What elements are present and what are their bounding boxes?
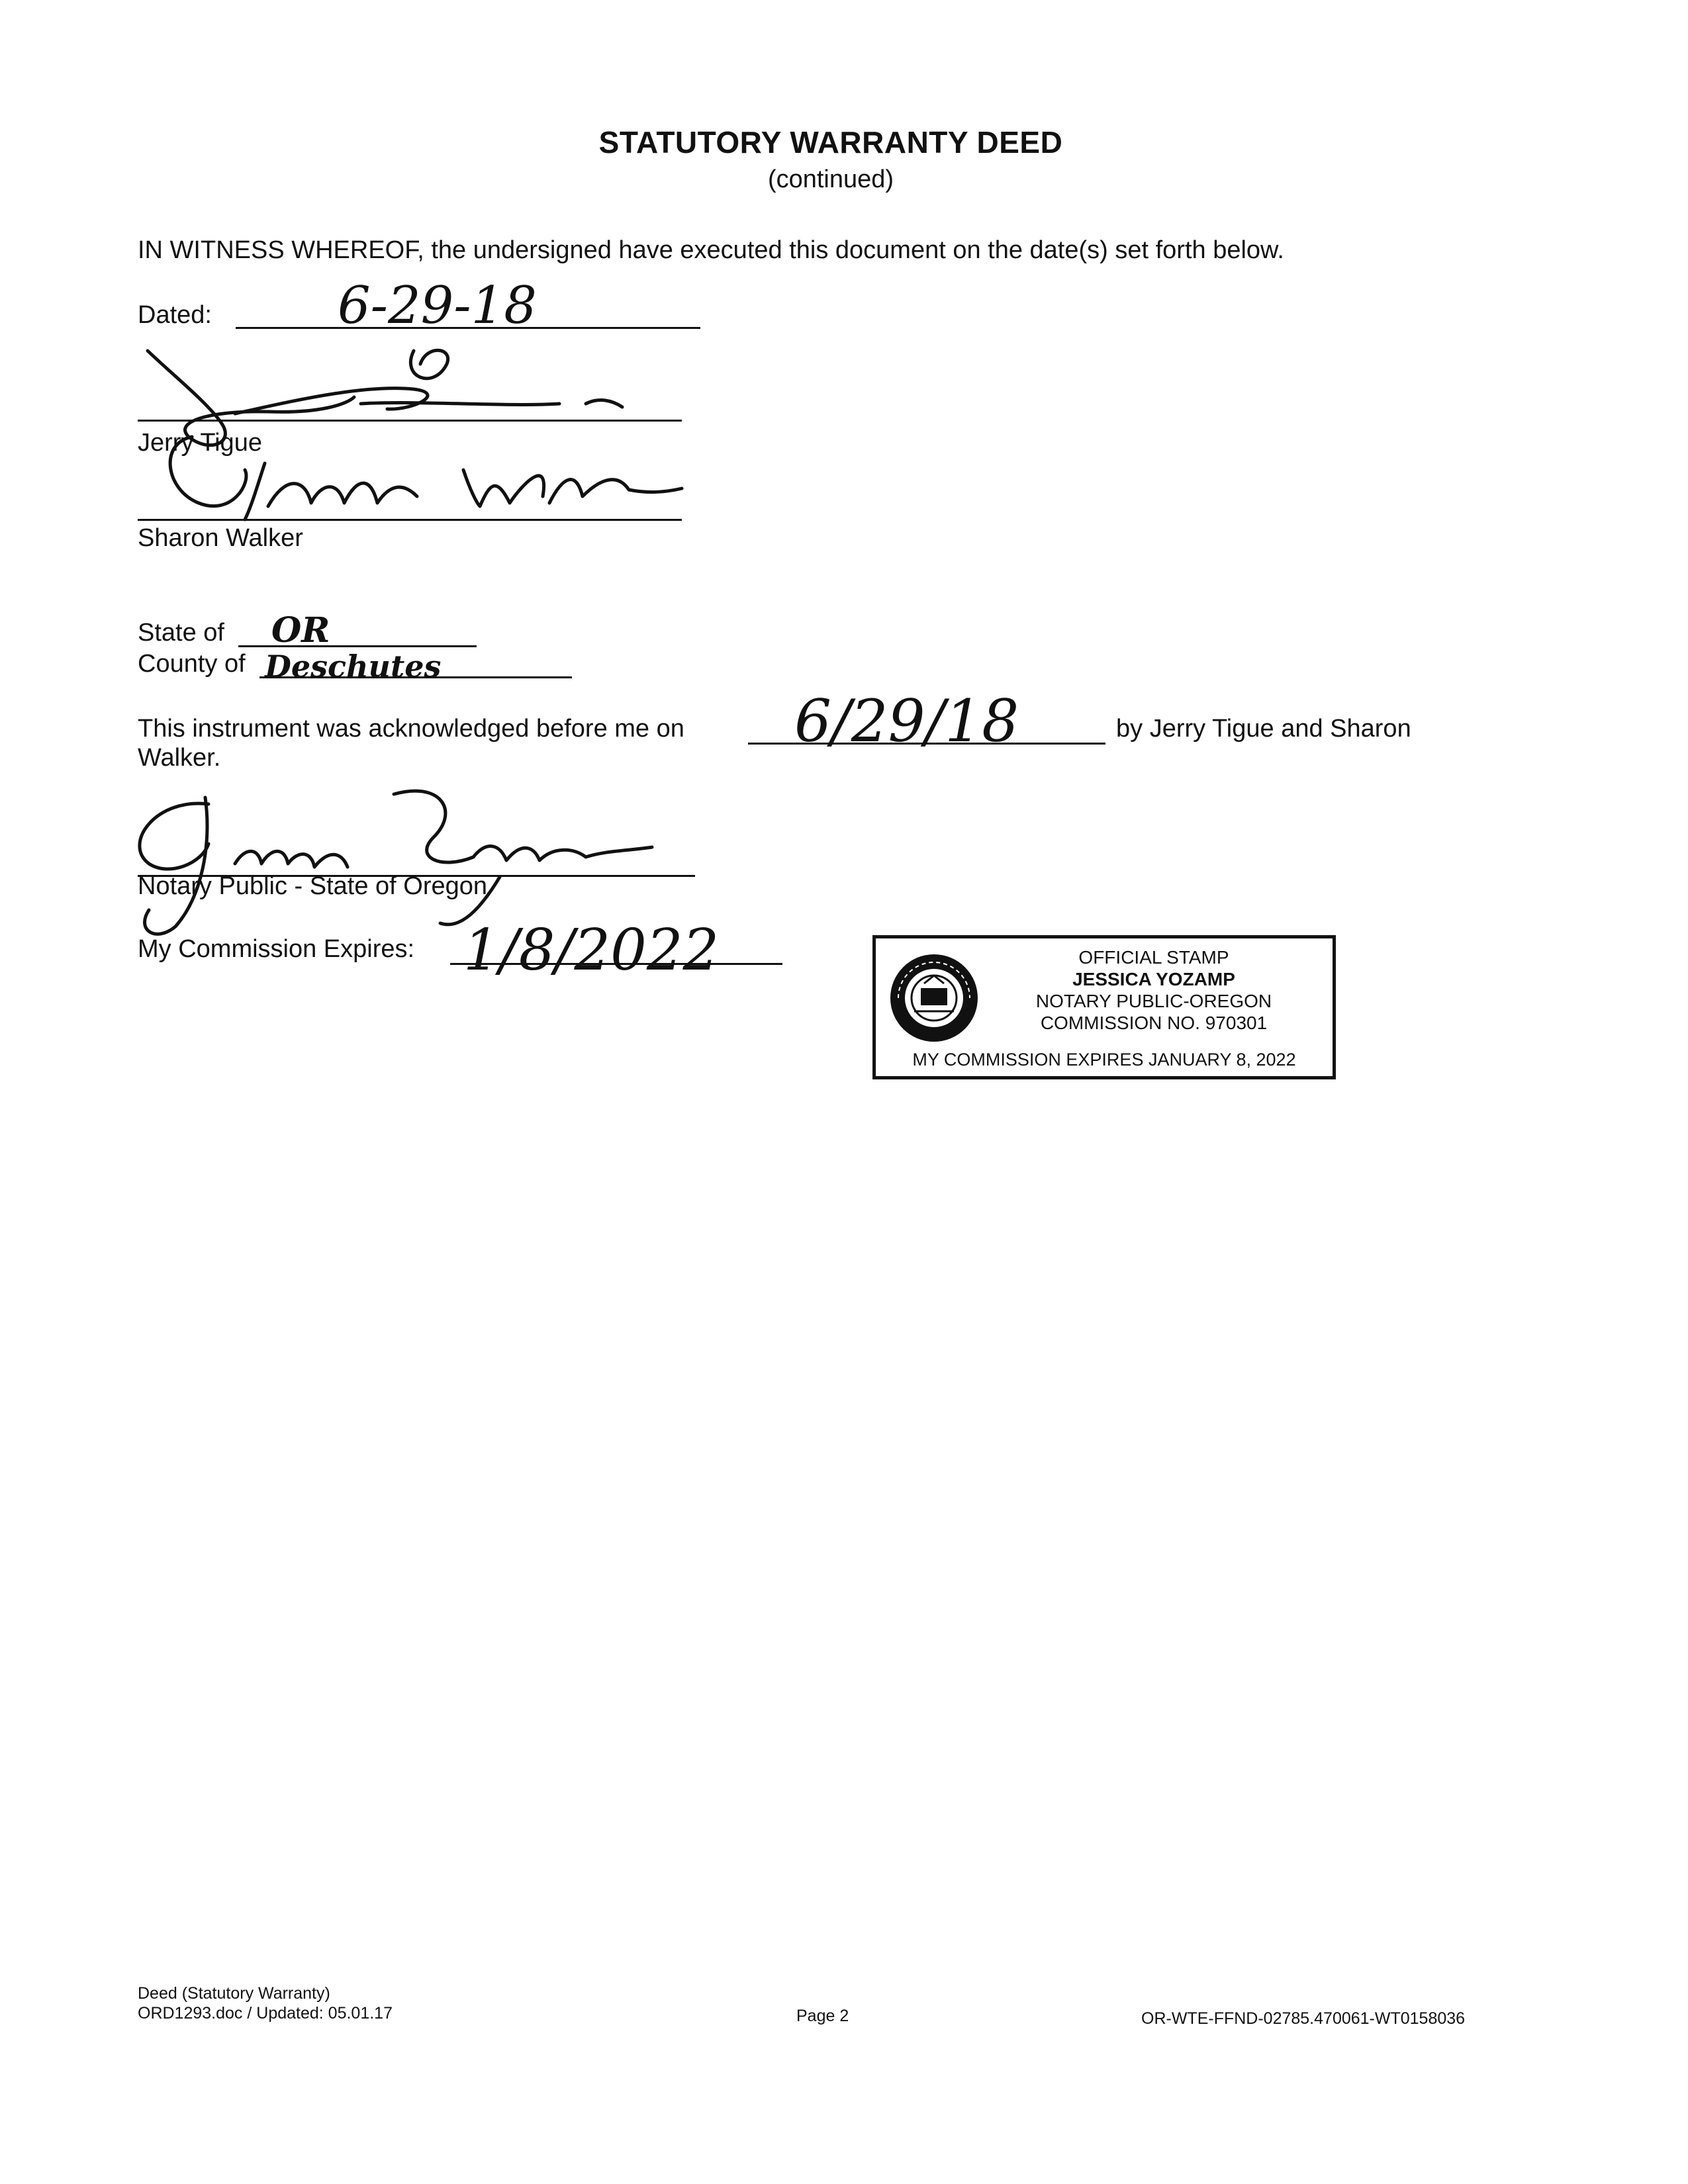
svg-text:6-29-18: 6-29-18 (338, 276, 537, 336)
stamp-line-expiry: MY COMMISSION EXPIRES JANUARY 8, 2022 (912, 1050, 1296, 1069)
state-label: State of (138, 619, 224, 647)
witness-statement: IN WITNESS WHEREOF, the undersigned have executed this document on the date(s) set forth below. (138, 236, 1284, 264)
notary-title: Notary Public - State of Oregon (138, 872, 488, 900)
dated-handwriting (318, 265, 543, 338)
signer-name-2: Sharon Walker (138, 524, 303, 552)
acknowledgment-wrap: Walker. (138, 744, 221, 772)
acknowledgment-parties: by Jerry Tigue and Sharon (1116, 715, 1411, 743)
footer-page-number: Page 2 (796, 2007, 849, 2025)
document-title: STATUTORY WARRANTY DEED (598, 125, 1063, 159)
svg-text:6/29/18: 6/29/18 (794, 687, 1019, 755)
stamp-line-commission: COMMISSION NO. 970301 (1040, 1013, 1268, 1033)
svg-text:OR: OR (271, 610, 330, 651)
acknowledgment-text: This instrument was acknowledged before me on (138, 715, 684, 743)
signer-name-1: Jerry Tigue (138, 429, 262, 457)
county-handwriting (261, 641, 487, 687)
footer-order-id: OR-WTE-FFND-02785.470061-WT0158036 (1141, 2009, 1466, 2028)
footer-doc-ref: ORD1293.doc / Updated: 05.01.17 (138, 2004, 393, 2023)
document-subtitle: (continued) (767, 165, 894, 193)
stamp-line-name: JESSICA YOZAMP (1072, 969, 1235, 989)
dated-label: Dated: (138, 301, 212, 329)
official-notary-stamp (872, 935, 1336, 1079)
stamp-line-official: OFFICIAL STAMP (1078, 947, 1229, 968)
stamp-line-title: NOTARY PUBLIC-OREGON (1035, 991, 1272, 1011)
county-label: County of (138, 650, 246, 678)
commission-handwriting (457, 903, 774, 996)
commission-label: My Commission Expires: (138, 935, 415, 963)
svg-text:Deschutes: Deschutes (265, 649, 442, 684)
oregon-seal-icon (888, 952, 980, 1044)
ack-date-handwriting (768, 675, 1046, 761)
sharon-walker-signature (152, 430, 695, 529)
footer-doc-type: Deed (Statutory Warranty) (138, 1984, 330, 2003)
svg-text:1/8/2022: 1/8/2022 (463, 917, 720, 983)
